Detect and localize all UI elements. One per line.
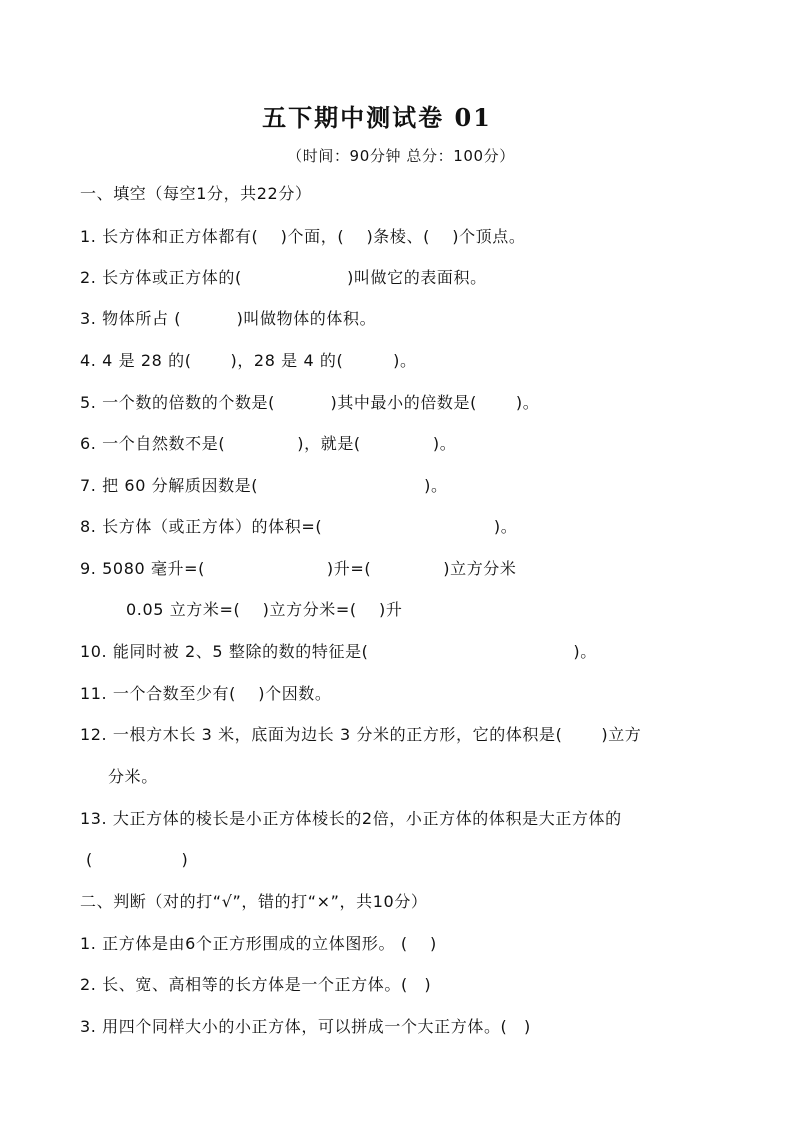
question-line: 2. 长、宽、高相等的长方体是一个正方体。( ) <box>80 975 432 994</box>
question-line: 8. 长方体（或正方体）的体积=( )。 <box>80 517 518 536</box>
question-line: 4. 4 是 28 的( )，28 是 4 的( )。 <box>80 351 417 370</box>
section-heading-true-false: 二、判断（对的打“√”，错的打“×”，共10分） <box>80 892 428 911</box>
question-line: 7. 把 60 分解质因数是( )。 <box>80 476 448 495</box>
question-line: 3. 用四个同样大小的小正方体，可以拼成一个大正方体。( ) <box>80 1017 531 1036</box>
question-line: 1. 正方体是由6个正方形围成的立体图形。 ( ) <box>80 934 437 953</box>
page-title: 五下期中测试卷 01 <box>262 103 492 132</box>
question-line: 1. 长方体和正方体都有( )个面，( )条棱、( )个顶点。 <box>80 227 526 246</box>
question-line-continuation: 0.05 立方米=( )立方分米=( )升 <box>126 600 403 619</box>
question-line: 6. 一个自然数不是( )，就是( )。 <box>80 434 457 453</box>
question-line: 2. 长方体或正方体的( )叫做它的表面积。 <box>80 268 487 287</box>
question-line: 11. 一个合数至少有( )个因数。 <box>80 684 332 703</box>
question-line: 3. 物体所占 ( )叫做物体的体积。 <box>80 309 377 328</box>
question-line: 13. 大正方体的棱长是小正方体棱长的2倍，小正方体的体积是大正方体的 <box>80 809 622 828</box>
page-subtitle: （时间：90分钟 总分：100分） <box>287 147 515 165</box>
section-heading-fill-in: 一、填空（每空1分，共22分） <box>80 184 312 203</box>
question-line-continuation: ( ) <box>86 850 189 869</box>
question-line: 10. 能同时被 2、5 整除的数的特征是( )。 <box>80 642 597 661</box>
question-line: 12. 一根方木长 3 米，底面为边长 3 分米的正方形，它的体积是( )立方 <box>80 725 642 744</box>
question-line: 9. 5080 毫升=( )升=( )立方分米 <box>80 559 517 578</box>
question-line: 5. 一个数的倍数的个数是( )其中最小的倍数是( )。 <box>80 393 540 412</box>
question-line-continuation: 分米。 <box>108 767 158 786</box>
